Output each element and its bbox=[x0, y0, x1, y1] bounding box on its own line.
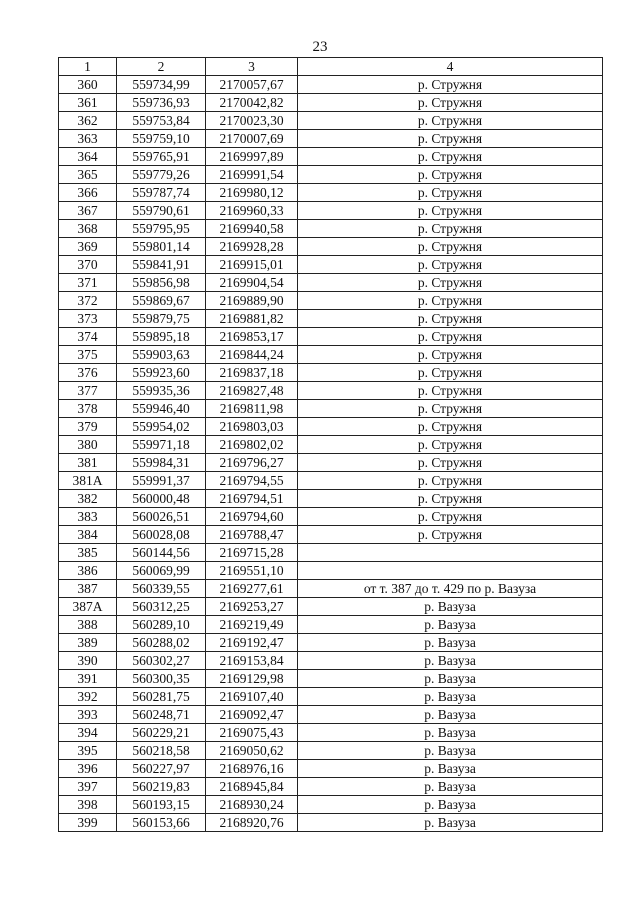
y-coordinate-cell: 2169803,03 bbox=[206, 418, 298, 436]
table-row bbox=[59, 652, 603, 670]
table-row bbox=[59, 382, 603, 400]
description-cell: р. Вазуза bbox=[298, 670, 603, 688]
y-coordinate-cell: 2168976,16 bbox=[206, 760, 298, 778]
y-coordinate-cell: 2169802,02 bbox=[206, 436, 298, 454]
point-number-cell: 397 bbox=[59, 778, 117, 796]
point-number-cell: 376 bbox=[59, 364, 117, 382]
point-number-cell: 390 bbox=[59, 652, 117, 670]
x-coordinate-cell: 560288,02 bbox=[117, 634, 206, 652]
description-cell: р. Стружня bbox=[298, 220, 603, 238]
y-coordinate-cell: 2169904,54 bbox=[206, 274, 298, 292]
table-row bbox=[59, 742, 603, 760]
table-row bbox=[59, 274, 603, 292]
table-row bbox=[59, 292, 603, 310]
point-number-cell: 396 bbox=[59, 760, 117, 778]
y-coordinate-cell: 2169092,47 bbox=[206, 706, 298, 724]
description-cell: р. Стружня bbox=[298, 490, 603, 508]
y-coordinate-cell: 2169796,27 bbox=[206, 454, 298, 472]
description-cell: р. Стружня bbox=[298, 112, 603, 130]
y-coordinate-cell: 2169551,10 bbox=[206, 562, 298, 580]
table-row bbox=[59, 346, 603, 364]
point-number-cell: 368 bbox=[59, 220, 117, 238]
point-number-cell: 389 bbox=[59, 634, 117, 652]
y-coordinate-cell: 2170007,69 bbox=[206, 130, 298, 148]
description-cell: р. Стружня bbox=[298, 184, 603, 202]
y-coordinate-cell: 2169050,62 bbox=[206, 742, 298, 760]
point-number-cell: 379 bbox=[59, 418, 117, 436]
table-row bbox=[59, 112, 603, 130]
point-number-cell: 391 bbox=[59, 670, 117, 688]
x-coordinate-cell: 560153,66 bbox=[117, 814, 206, 832]
point-number-cell: 398 bbox=[59, 796, 117, 814]
x-coordinate-cell: 559736,93 bbox=[117, 94, 206, 112]
table-row bbox=[59, 256, 603, 274]
x-coordinate-cell: 560227,97 bbox=[117, 760, 206, 778]
description-cell: р. Стружня bbox=[298, 400, 603, 418]
x-coordinate-cell: 559971,18 bbox=[117, 436, 206, 454]
description-cell: р. Стружня bbox=[298, 436, 603, 454]
table-row bbox=[59, 796, 603, 814]
x-coordinate-cell: 559923,60 bbox=[117, 364, 206, 382]
x-coordinate-cell: 560193,15 bbox=[117, 796, 206, 814]
y-coordinate-cell: 2169715,28 bbox=[206, 544, 298, 562]
point-number-cell: 373 bbox=[59, 310, 117, 328]
x-coordinate-cell: 559856,98 bbox=[117, 274, 206, 292]
x-coordinate-cell: 559946,40 bbox=[117, 400, 206, 418]
table-row bbox=[59, 238, 603, 256]
header-col-1: 1 bbox=[59, 58, 117, 76]
table-row bbox=[59, 94, 603, 112]
table-row bbox=[59, 562, 603, 580]
y-coordinate-cell: 2169844,24 bbox=[206, 346, 298, 364]
y-coordinate-cell: 2169794,51 bbox=[206, 490, 298, 508]
table-row bbox=[59, 202, 603, 220]
y-coordinate-cell: 2169928,28 bbox=[206, 238, 298, 256]
point-number-cell: 388 bbox=[59, 616, 117, 634]
x-coordinate-cell: 559779,26 bbox=[117, 166, 206, 184]
description-cell: р. Стружня bbox=[298, 166, 603, 184]
page-number: 23 bbox=[312, 39, 328, 55]
x-coordinate-cell: 560218,58 bbox=[117, 742, 206, 760]
y-coordinate-cell: 2169153,84 bbox=[206, 652, 298, 670]
description-cell: р. Стружня bbox=[298, 526, 603, 544]
point-number-cell: 374 bbox=[59, 328, 117, 346]
table-row bbox=[59, 634, 603, 652]
description-cell: р. Стружня bbox=[298, 256, 603, 274]
x-coordinate-cell: 560219,83 bbox=[117, 778, 206, 796]
y-coordinate-cell: 2169960,33 bbox=[206, 202, 298, 220]
x-coordinate-cell: 559879,75 bbox=[117, 310, 206, 328]
point-number-cell: 399 bbox=[59, 814, 117, 832]
point-number-cell: 365 bbox=[59, 166, 117, 184]
x-coordinate-cell: 559765,91 bbox=[117, 148, 206, 166]
x-coordinate-cell: 560229,21 bbox=[117, 724, 206, 742]
x-coordinate-cell: 560069,99 bbox=[117, 562, 206, 580]
y-coordinate-cell: 2169991,54 bbox=[206, 166, 298, 184]
description-cell: р. Стружня bbox=[298, 508, 603, 526]
y-coordinate-cell: 2169853,17 bbox=[206, 328, 298, 346]
x-coordinate-cell: 559869,67 bbox=[117, 292, 206, 310]
y-coordinate-cell: 2168930,24 bbox=[206, 796, 298, 814]
x-coordinate-cell: 559954,02 bbox=[117, 418, 206, 436]
table-row bbox=[59, 220, 603, 238]
header-col-2: 2 bbox=[117, 58, 206, 76]
table-row bbox=[59, 670, 603, 688]
table-header bbox=[59, 58, 603, 76]
table-row bbox=[59, 328, 603, 346]
table-row bbox=[59, 544, 603, 562]
table-row bbox=[59, 472, 603, 490]
x-coordinate-cell: 560312,25 bbox=[117, 598, 206, 616]
y-coordinate-cell: 2169997,89 bbox=[206, 148, 298, 166]
x-coordinate-cell: 559935,36 bbox=[117, 382, 206, 400]
table-row bbox=[59, 706, 603, 724]
table-row bbox=[59, 184, 603, 202]
description-cell bbox=[298, 544, 603, 562]
description-cell: р. Стружня bbox=[298, 454, 603, 472]
header-col-3: 3 bbox=[206, 58, 298, 76]
x-coordinate-cell: 560000,48 bbox=[117, 490, 206, 508]
y-coordinate-cell: 2169881,82 bbox=[206, 310, 298, 328]
description-cell: р. Стружня bbox=[298, 310, 603, 328]
point-number-cell: 382 bbox=[59, 490, 117, 508]
point-number-cell: 361 bbox=[59, 94, 117, 112]
x-coordinate-cell: 560300,35 bbox=[117, 670, 206, 688]
description-cell: р. Стружня bbox=[298, 202, 603, 220]
table-row bbox=[59, 580, 603, 598]
y-coordinate-cell: 2169940,58 bbox=[206, 220, 298, 238]
point-number-cell: 366 bbox=[59, 184, 117, 202]
x-coordinate-cell: 559753,84 bbox=[117, 112, 206, 130]
x-coordinate-cell: 559734,99 bbox=[117, 76, 206, 94]
table-row bbox=[59, 616, 603, 634]
point-number-cell: 386 bbox=[59, 562, 117, 580]
y-coordinate-cell: 2169277,61 bbox=[206, 580, 298, 598]
point-number-cell: 375 bbox=[59, 346, 117, 364]
table-row bbox=[59, 454, 603, 472]
description-cell: р. Вазуза bbox=[298, 724, 603, 742]
description-cell: р. Вазуза bbox=[298, 598, 603, 616]
y-coordinate-cell: 2169837,18 bbox=[206, 364, 298, 382]
table-row bbox=[59, 436, 603, 454]
point-number-cell: 392 bbox=[59, 688, 117, 706]
point-number-cell: 381 bbox=[59, 454, 117, 472]
y-coordinate-cell: 2169219,49 bbox=[206, 616, 298, 634]
table-body bbox=[59, 76, 603, 832]
table-row bbox=[59, 148, 603, 166]
point-number-cell: 362 bbox=[59, 112, 117, 130]
point-number-cell: 394 bbox=[59, 724, 117, 742]
y-coordinate-cell: 2169811,98 bbox=[206, 400, 298, 418]
point-number-cell: 380 bbox=[59, 436, 117, 454]
description-cell: р. Стружня bbox=[298, 76, 603, 94]
point-number-cell: 385 bbox=[59, 544, 117, 562]
x-coordinate-cell: 559984,31 bbox=[117, 454, 206, 472]
x-coordinate-cell: 560028,08 bbox=[117, 526, 206, 544]
x-coordinate-cell: 559759,10 bbox=[117, 130, 206, 148]
point-number-cell: 364 bbox=[59, 148, 117, 166]
x-coordinate-cell: 559991,37 bbox=[117, 472, 206, 490]
description-cell: р. Вазуза bbox=[298, 742, 603, 760]
point-number-cell: 377 bbox=[59, 382, 117, 400]
table-row bbox=[59, 310, 603, 328]
table-row bbox=[59, 400, 603, 418]
description-cell: р. Вазуза bbox=[298, 634, 603, 652]
y-coordinate-cell: 2170023,30 bbox=[206, 112, 298, 130]
table-row bbox=[59, 814, 603, 832]
x-coordinate-cell: 560026,51 bbox=[117, 508, 206, 526]
point-number-cell: 360 bbox=[59, 76, 117, 94]
description-cell: р. Стружня bbox=[298, 130, 603, 148]
y-coordinate-cell: 2169827,48 bbox=[206, 382, 298, 400]
y-coordinate-cell: 2169253,27 bbox=[206, 598, 298, 616]
point-number-cell: 383 bbox=[59, 508, 117, 526]
point-number-cell: 372 bbox=[59, 292, 117, 310]
x-coordinate-cell: 560302,27 bbox=[117, 652, 206, 670]
table-row bbox=[59, 724, 603, 742]
y-coordinate-cell: 2169129,98 bbox=[206, 670, 298, 688]
point-number-cell: 387А bbox=[59, 598, 117, 616]
description-cell: р. Вазуза bbox=[298, 796, 603, 814]
y-coordinate-cell: 2168945,84 bbox=[206, 778, 298, 796]
description-cell: р. Стружня bbox=[298, 238, 603, 256]
description-cell: р. Стружня bbox=[298, 274, 603, 292]
point-number-cell: 384 bbox=[59, 526, 117, 544]
description-cell: р. Вазуза bbox=[298, 652, 603, 670]
point-number-cell: 387 bbox=[59, 580, 117, 598]
y-coordinate-cell: 2169075,43 bbox=[206, 724, 298, 742]
header-col-4: 4 bbox=[298, 58, 603, 76]
description-cell: р. Вазуза bbox=[298, 778, 603, 796]
y-coordinate-cell: 2169192,47 bbox=[206, 634, 298, 652]
y-coordinate-cell: 2170042,82 bbox=[206, 94, 298, 112]
description-cell: р. Стружня bbox=[298, 148, 603, 166]
y-coordinate-cell: 2169107,40 bbox=[206, 688, 298, 706]
x-coordinate-cell: 560339,55 bbox=[117, 580, 206, 598]
x-coordinate-cell: 559841,91 bbox=[117, 256, 206, 274]
y-coordinate-cell: 2168920,76 bbox=[206, 814, 298, 832]
table-row bbox=[59, 166, 603, 184]
point-number-cell: 370 bbox=[59, 256, 117, 274]
table-row bbox=[59, 598, 603, 616]
point-number-cell: 381А bbox=[59, 472, 117, 490]
description-cell: р. Вазуза bbox=[298, 814, 603, 832]
point-number-cell: 369 bbox=[59, 238, 117, 256]
x-coordinate-cell: 559895,18 bbox=[117, 328, 206, 346]
x-coordinate-cell: 560289,10 bbox=[117, 616, 206, 634]
x-coordinate-cell: 559795,95 bbox=[117, 220, 206, 238]
table-row bbox=[59, 418, 603, 436]
description-cell bbox=[298, 562, 603, 580]
description-cell: р. Вазуза bbox=[298, 706, 603, 724]
description-cell: р. Вазуза bbox=[298, 760, 603, 778]
table-row bbox=[59, 760, 603, 778]
x-coordinate-cell: 559790,61 bbox=[117, 202, 206, 220]
table-row bbox=[59, 688, 603, 706]
description-cell: от т. 387 до т. 429 по р. Вазуза bbox=[298, 580, 603, 598]
y-coordinate-cell: 2169980,12 bbox=[206, 184, 298, 202]
point-number-cell: 363 bbox=[59, 130, 117, 148]
table-row bbox=[59, 526, 603, 544]
point-number-cell: 367 bbox=[59, 202, 117, 220]
x-coordinate-cell: 560281,75 bbox=[117, 688, 206, 706]
description-cell: р. Стружня bbox=[298, 292, 603, 310]
table-row bbox=[59, 490, 603, 508]
x-coordinate-cell: 559787,74 bbox=[117, 184, 206, 202]
description-cell: р. Стружня bbox=[298, 346, 603, 364]
x-coordinate-cell: 560248,71 bbox=[117, 706, 206, 724]
table-row bbox=[59, 778, 603, 796]
x-coordinate-cell: 559801,14 bbox=[117, 238, 206, 256]
description-cell: р. Вазуза bbox=[298, 688, 603, 706]
table-row bbox=[59, 364, 603, 382]
table-row bbox=[59, 508, 603, 526]
y-coordinate-cell: 2169915,01 bbox=[206, 256, 298, 274]
x-coordinate-cell: 560144,56 bbox=[117, 544, 206, 562]
point-number-cell: 395 bbox=[59, 742, 117, 760]
description-cell: р. Стружня bbox=[298, 94, 603, 112]
point-number-cell: 371 bbox=[59, 274, 117, 292]
header-row bbox=[59, 58, 603, 76]
point-number-cell: 378 bbox=[59, 400, 117, 418]
description-cell: р. Стружня bbox=[298, 328, 603, 346]
y-coordinate-cell: 2169788,47 bbox=[206, 526, 298, 544]
description-cell: р. Стружня bbox=[298, 364, 603, 382]
y-coordinate-cell: 2169889,90 bbox=[206, 292, 298, 310]
x-coordinate-cell: 559903,63 bbox=[117, 346, 206, 364]
description-cell: р. Стружня bbox=[298, 418, 603, 436]
y-coordinate-cell: 2169794,60 bbox=[206, 508, 298, 526]
coordinates-table bbox=[58, 57, 603, 832]
y-coordinate-cell: 2169794,55 bbox=[206, 472, 298, 490]
table-row bbox=[59, 76, 603, 94]
point-number-cell: 393 bbox=[59, 706, 117, 724]
description-cell: р. Стружня bbox=[298, 472, 603, 490]
table-row bbox=[59, 130, 603, 148]
description-cell: р. Стружня bbox=[298, 382, 603, 400]
y-coordinate-cell: 2170057,67 bbox=[206, 76, 298, 94]
description-cell: р. Вазуза bbox=[298, 616, 603, 634]
